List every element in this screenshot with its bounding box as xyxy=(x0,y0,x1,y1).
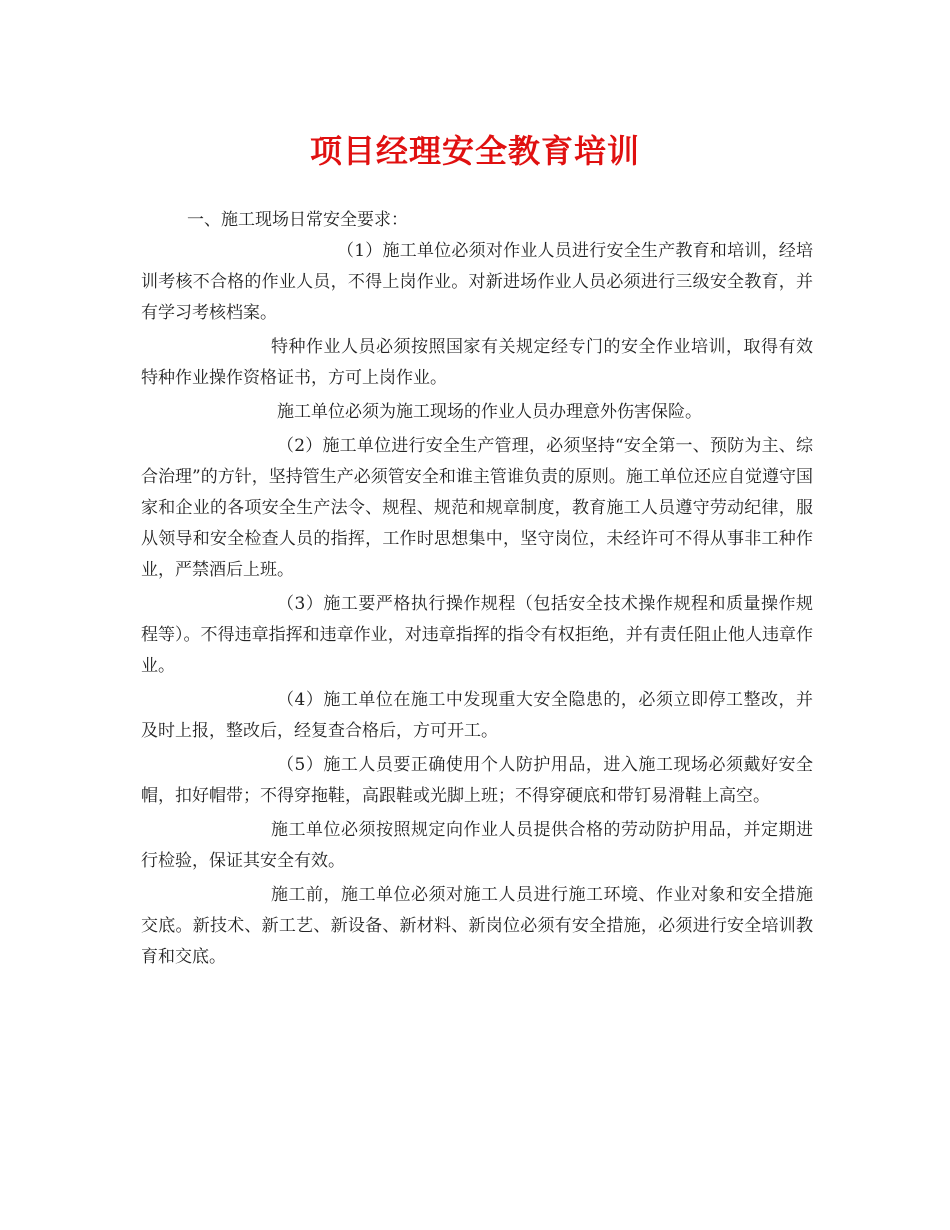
paragraph-item-4: （4）施工单位在施工中发现重大安全隐患的，必须立即停工整改，并及时上报，整改后，经复查合格后，方可开工。 xyxy=(141,690,813,741)
paragraph-item-3: （3）施工要严格执行操作规程（包括安全技术操作规程和质量操作规程等）。不得违章指挥和违章作业，对违章指挥的指令有权拒绝，并有责任阻止他人违章作业。 xyxy=(141,594,813,676)
paragraph-item-2: （2）施工单位进行安全生产管理，必须坚持“安全第一、预防为主、综合治理”的方针，坚持管生产必须管安全和谁主管谁负责的原则。施工单位还应自觉遵守国家和企业的各项安全生产法令、规程、规范和规章制度，教育施工人员遵守劳动纪律，服从领导和安全检查人员的指挥，工作时思想集中，坚守岗位，未经许可不得从事非工种作业，严禁酒后上班。 xyxy=(141,436,813,580)
paragraph-item-5: （5）施工人员要正确使用个人防护用品，进入施工现场必须戴好安全帽，扣好帽带；不得穿拖鞋，高跟鞋或光脚上班；不得穿硬底和带钉易滑鞋上高空。 xyxy=(141,755,813,806)
paragraph-insurance: 施工单位必须为施工现场的作业人员办理意外伤害保险。 xyxy=(277,402,702,422)
paragraph-safety-briefing: 施工前，施工单位必须对施工人员进行施工环境、作业对象和安全措施交底。新技术、新工艺、新设备、新材料、新岗位必须有安全措施，必须进行安全培训教育和交底。 xyxy=(141,885,813,967)
document-body xyxy=(141,205,813,973)
section-heading: 一、施工现场日常安全要求： xyxy=(187,210,408,230)
paragraph-item-1: （1）施工单位必须对作业人员进行安全生产教育和培训，经培训考核不合格的作业人员，不得上岗作业。对新进场作业人员必须进行三级安全教育，并有学习考核档案。 xyxy=(141,241,813,323)
paragraph-special-workers: 特种作业人员必须按照国家有关规定经专门的安全作业培训，取得有效特种作业操作资格证书，方可上岗作业。 xyxy=(141,337,813,388)
document-title: 项目经理安全教育培训 xyxy=(309,132,640,170)
paragraph-protective-equipment: 施工单位必须按照规定向作业人员提供合格的劳动防护用品，并定期进行检验，保证其安全有效。 xyxy=(141,820,813,871)
